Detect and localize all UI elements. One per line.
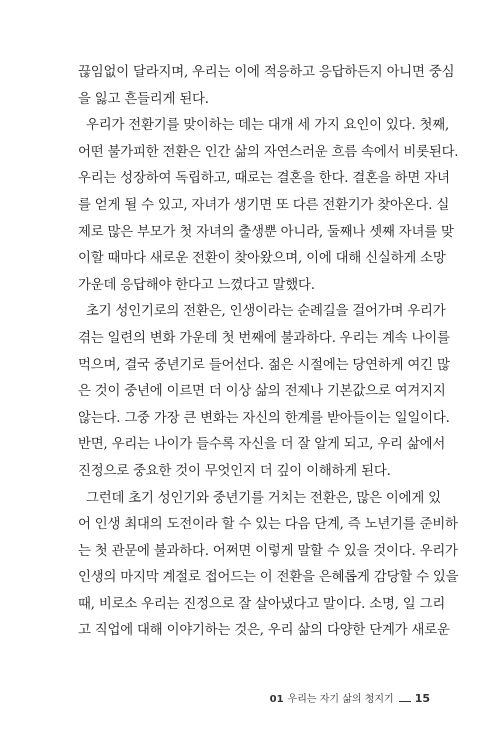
- text-line: 먹으며, 결국 중년기로 들어선다. 젊은 시절에는 당연하게 여긴 많: [78, 357, 450, 373]
- running-footer: [270, 690, 430, 705]
- text-line: 우리가 전환기를 맞이하는 데는 대개 세 가지 요인이 있다. 첫째,: [86, 118, 450, 134]
- text-line: 어 인생 최대의 도전이라 할 수 있는 다음 단계, 즉 노년기를 준비하: [78, 517, 458, 533]
- text-line: 때, 비로소 우리는 진정으로 잘 살아냈다고 말이다. 소명, 일 그리: [78, 596, 446, 612]
- text-line: 가운데 응답해야 한다고 느꼈다고 말했다.: [78, 277, 315, 293]
- text-line: 인생의 마지막 계절로 접어드는 이 전환을 은혜롭게 감당할 수 있을: [78, 570, 459, 586]
- chapter-title: 우리는 자기 삶의 청지기: [287, 694, 394, 705]
- text-line: 반면, 우리는 나이가 들수록 자신을 더 잘 알게 되고, 우리 삶에서: [78, 437, 446, 453]
- text-line: 않는다. 그중 가장 큰 변화는 자신의 한계를 받아들이는 일일이다.: [78, 410, 450, 426]
- text-line: 제로 많은 부모가 첫 자녀의 출생뿐 아니라, 둘째나 셋째 자녀를 맞: [78, 224, 454, 240]
- page-number: 15: [414, 692, 430, 705]
- text-line: 은 것이 중년에 이르면 더 이상 삶의 전제나 기본값으로 여겨지지: [78, 384, 446, 400]
- text-line: 을 잃고 흔들리게 된다.: [78, 91, 209, 107]
- text-line: 초기 성인기로의 전환은, 인생이라는 순례길을 걸어가며 우리가: [86, 304, 446, 320]
- text-line: 그런데 초기 성인기와 중년기를 거치는 전환은, 많은 이에게 있: [86, 490, 441, 506]
- text-line: 끊임없이 달라지며, 우리는 이에 적응하고 응답하든지 아니면 중심: [78, 65, 455, 80]
- chapter-number: 01: [269, 694, 284, 705]
- text-line: 는 첫 관문에 불과하다. 어쩌면 이렇게 말할 수 있을 것이다. 우리가: [78, 543, 458, 559]
- text-line: 를 얻게 될 수 있고, 자녀가 생기면 또 다른 전환기가 찾아온다. 실: [78, 197, 450, 213]
- page-body: [78, 60, 459, 645]
- footer-rule: [399, 701, 411, 702]
- text-line: 진정으로 중요한 것이 무엇인지 더 깊이 이해하게 된다.: [78, 463, 391, 479]
- text-line: 우리는 성장하여 독립하고, 때로는 결혼을 한다. 결혼을 하면 자녀: [78, 171, 450, 187]
- text-line: 고 직업에 대해 이야기하는 것은, 우리 삶의 다양한 단계가 새로운: [78, 623, 450, 639]
- text-line: 어떤 불가피한 전환은 인간 삶의 자연스러운 흐름 속에서 비롯된다.: [78, 144, 459, 160]
- text-line: 겪는 일련의 변화 가운데 첫 번째에 불과하다. 우리는 계속 나이를: [78, 330, 450, 346]
- text-line: 이할 때마다 새로운 전환이 찾아왔으며, 이에 대해 신실하게 소망: [78, 251, 446, 267]
